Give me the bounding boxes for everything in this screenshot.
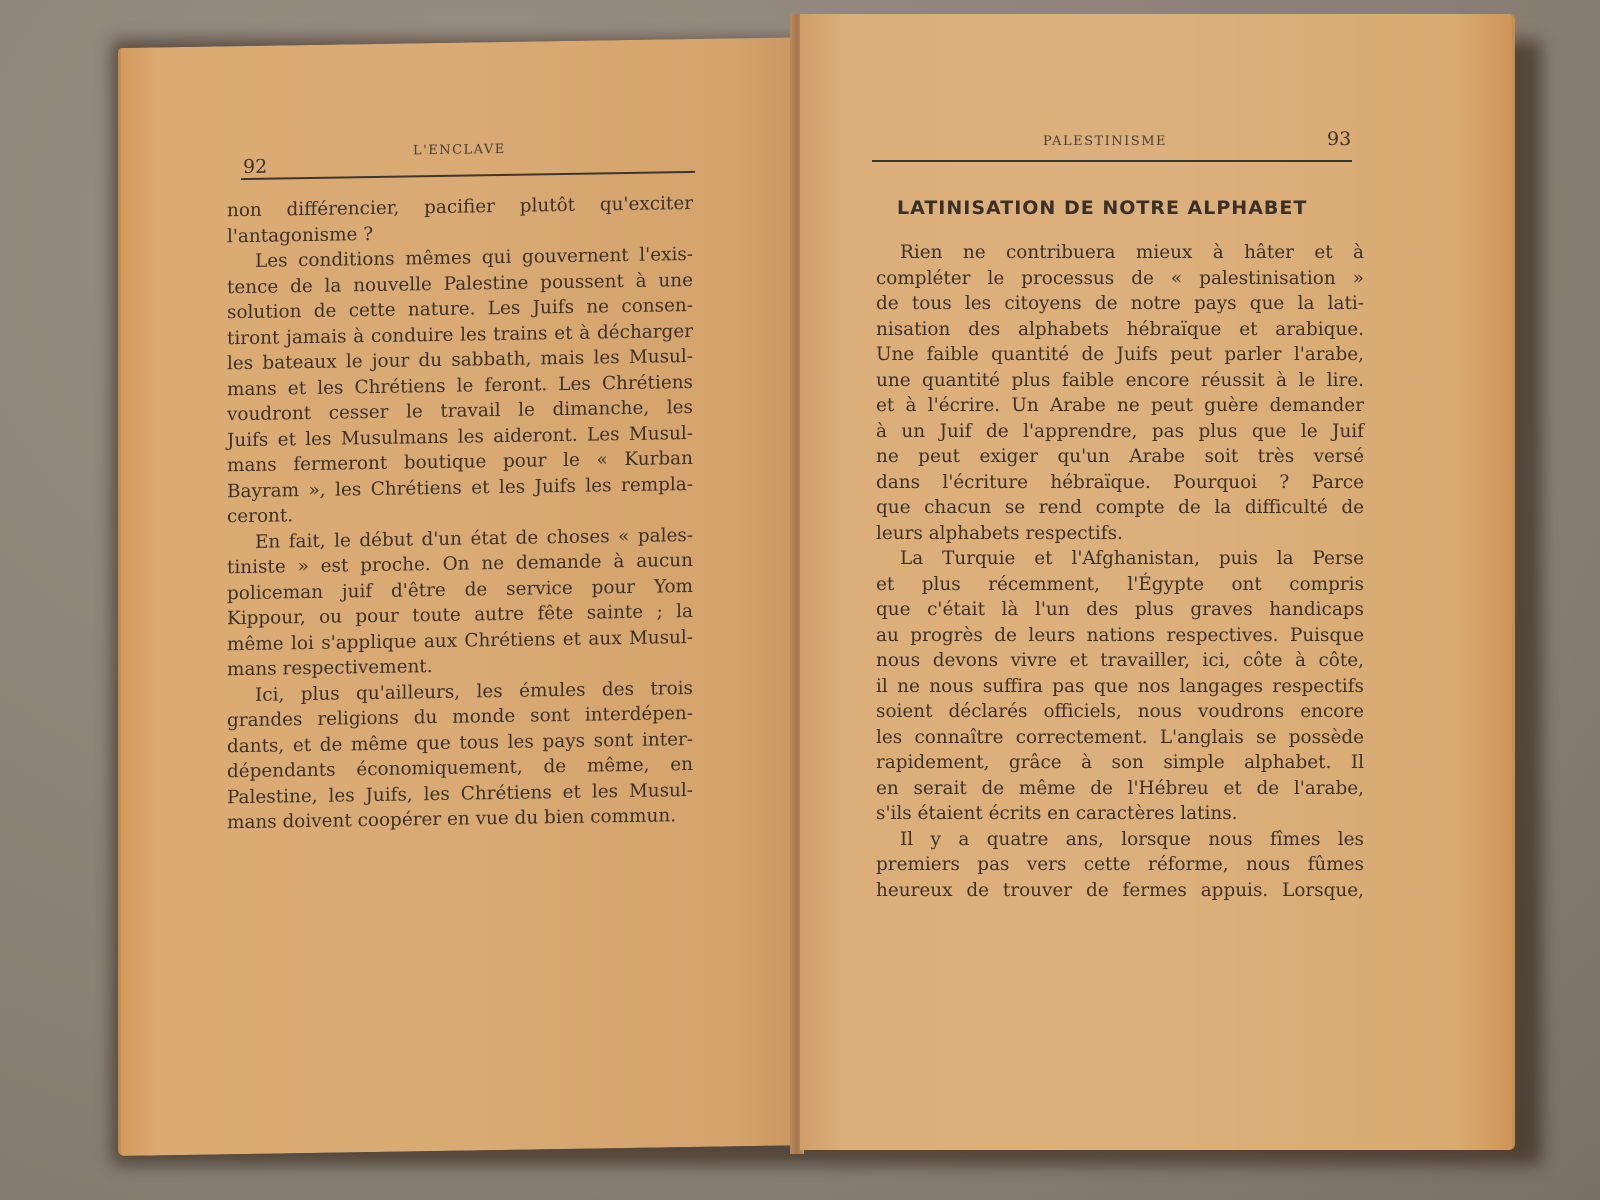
page-number: 93 [1327,128,1352,150]
text-line: leurs alphabets respectifs. [876,522,1123,544]
text-line: et plus récemment, l'Égypte ont compris [876,573,1364,595]
text-line: et à l'écrire. Un Arabe ne peut guère demander [876,395,1364,416]
text-line: s'ils étaient écrits en caractères latins. [876,803,1238,824]
text-line: tiniste » est proche. On ne demande à aucun [227,549,693,579]
page-number: 92 [243,155,268,179]
header-rule [872,160,1352,162]
text-line: mans respectivement. [227,656,433,681]
text-line: mans fermeront boutique pour le « Kurban [227,447,693,477]
text-line: Les conditions mêmes qui gouvernent l'exis- [255,243,693,272]
right-body-text [876,240,1364,903]
text-line: En fait, le début d'un état de choses « pales- [255,524,693,553]
text-line: Kippour, ou pour toute autre fête sainte ; la [227,600,693,630]
text-line: Il y a quatre ans, lorsque nous fîmes les [900,828,1364,850]
text-line: tence de la nouvelle Palestine poussent à une [227,269,693,298]
text-line: les bateaux le jour du sabbath, mais les Musul- [227,345,693,375]
text-line: grandes religions du monde sont interdépen- [227,702,693,732]
text-line: il ne nous suffira pas que nos langages respectifs [876,675,1364,697]
text-line: Palestine, les Juifs, les Chrétiens et les Musul- [227,779,693,808]
text-line: à un Juif de l'apprendre, pas plus que le Juif [876,420,1364,442]
left-body-text [227,191,693,836]
text-line: Juifs et les Musulmans les aideront. Les Musul- [227,422,693,451]
text-line: mans et les Chrétiens le feront. Les Chrétiens [227,371,693,400]
text-line: Bayram », les Chrétiens et les Juifs les rempla- [227,473,693,502]
text-line: policeman juif d'être de service pour Yom [227,575,693,604]
text-line: nisation des alphabets hébraïque et arabique. [876,318,1364,340]
text-line: une quantité plus faible encore réussit à le lire. [876,369,1364,391]
text-line: solution de cette nature. Les Juifs ne consen- [227,294,693,324]
text-line: l'antagonisme ? [227,223,374,247]
text-line: de tous les citoyens de notre pays que la lati- [876,293,1364,314]
text-line: au progrès de leurs nations respectives. Puisque [876,624,1364,646]
chapter-title: LATINISATION DE NOTRE ALPHABET [897,197,1308,219]
text-line: dans l'écriture hébraïque. Pourquoi ? Parce [876,471,1364,493]
text-line: dépendants économiquement, de même, en [227,753,693,783]
text-line: dants, et de même que tous les pays sont inter- [227,728,693,757]
text-line: tiront jamais à conduire les trains et à décharger [227,320,693,349]
text-line: ne peut exiger qu'un Arabe soit très versé [876,446,1364,467]
text-line: heureux de trouver de fermes appuis. Lorsque, [876,879,1364,901]
text-line: que chacun se rend compte de la difficulté de [876,497,1364,518]
text-line: ceront. [227,505,294,528]
right-running-head [800,14,1512,150]
text-line: les connaître correctement. L'anglais se possède [876,726,1364,748]
text-line: Une faible quantité de Juifs peut parler l'arabe, [876,344,1364,365]
right-page [800,14,1515,1150]
header-rule [241,171,695,180]
text-line: rapidement, grâce à son simple alphabet. Il [876,752,1364,773]
text-line: nous devons vivre et travailler, ici, côte à côte, [876,650,1364,671]
text-line: Rien ne contribuera mieux à hâter et à [900,242,1364,263]
text-line: voudront cesser le travail le dimanche, les [227,396,693,426]
text-line: non différencier, pacifier plutôt qu'exciter [227,192,693,222]
text-line: compléter le processus de « palestinisation » [876,267,1364,289]
text-line: Ici, plus qu'ailleurs, les émules des trois [255,677,693,706]
text-line: premiers pas vers cette réforme, nous fûmes [876,854,1364,875]
text-line: mans doivent coopérer en vue du bien commun. [227,805,677,834]
text-line: que c'était là l'un des plus graves handicaps [876,599,1364,620]
left-page [118,37,801,1156]
text-line: La Turquie et l'Afghanistan, puis la Perse [900,548,1364,569]
running-head-title: PALESTINISME [1043,134,1167,149]
text-line: en serait de même de l'Hébreu et de l'arabe, [876,777,1364,799]
text-line: même loi s'applique aux Chrétiens et aux Musul- [227,626,693,655]
text-line: soient déclarés officiels, nous voudrons encore [876,701,1364,722]
running-head-title: L'ENCLAVE [413,141,506,159]
